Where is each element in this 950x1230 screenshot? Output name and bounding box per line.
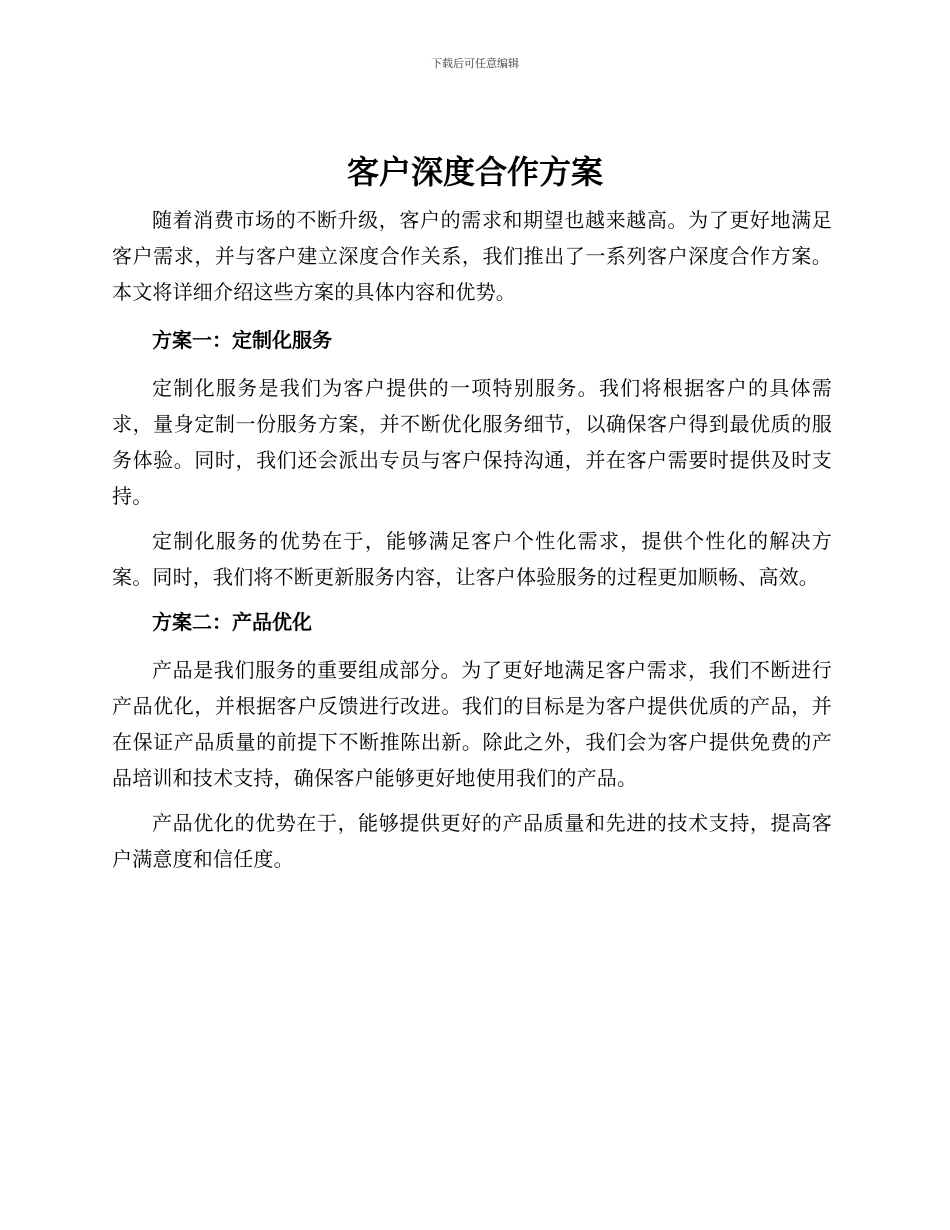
section-paragraph: 定制化服务的优势在于，能够满足客户个性化需求，提供个性化的解决方案。同时，我们将不断更新服务内容，让客户体验服务的过程更加顺畅、高效。 (112, 529, 832, 589)
section-2 (112, 604, 832, 877)
section-1 (112, 322, 832, 595)
section-heading: 方案二：产品优化 (152, 610, 312, 634)
section-paragraph: 产品是我们服务的重要组成部分。为了更好地满足客户需求，我们不断进行产品优化，并根据客户反馈进行改进。我们的目标是为客户提供优质的产品，并在保证产品质量的前提下不断推陈出新。除此之外，我们会为客户提供免费的产品培训和技术支持，确保客户能够更好地使用我们的产品。 (112, 658, 832, 790)
document-body (112, 202, 832, 886)
section-paragraph: 定制化服务是我们为客户提供的一项特别服务。我们将根据客户的具体需求，量身定制一份服务方案，并不断优化服务细节，以确保客户得到最优质的服务体验。同时，我们还会派出专员与客户保持沟通，并在客户需要时提供及时支持。 (112, 376, 832, 508)
intro-paragraph: 随着消费市场的不断升级，客户的需求和期望也越来越高。为了更好地满足客户需求，并与客户建立深度合作关系，我们推出了一系列客户深度合作方案。本文将详细介绍这些方案的具体内容和优势。 (112, 208, 832, 304)
section-paragraph: 产品优化的优势在于，能够提供更好的产品质量和先进的技术支持，提高客户满意度和信任度。 (112, 811, 832, 871)
section-heading: 方案一：定制化服务 (152, 328, 332, 352)
document-title: 客户深度合作方案 (346, 153, 603, 191)
header-note: 下载后可任意编辑 (431, 57, 519, 70)
